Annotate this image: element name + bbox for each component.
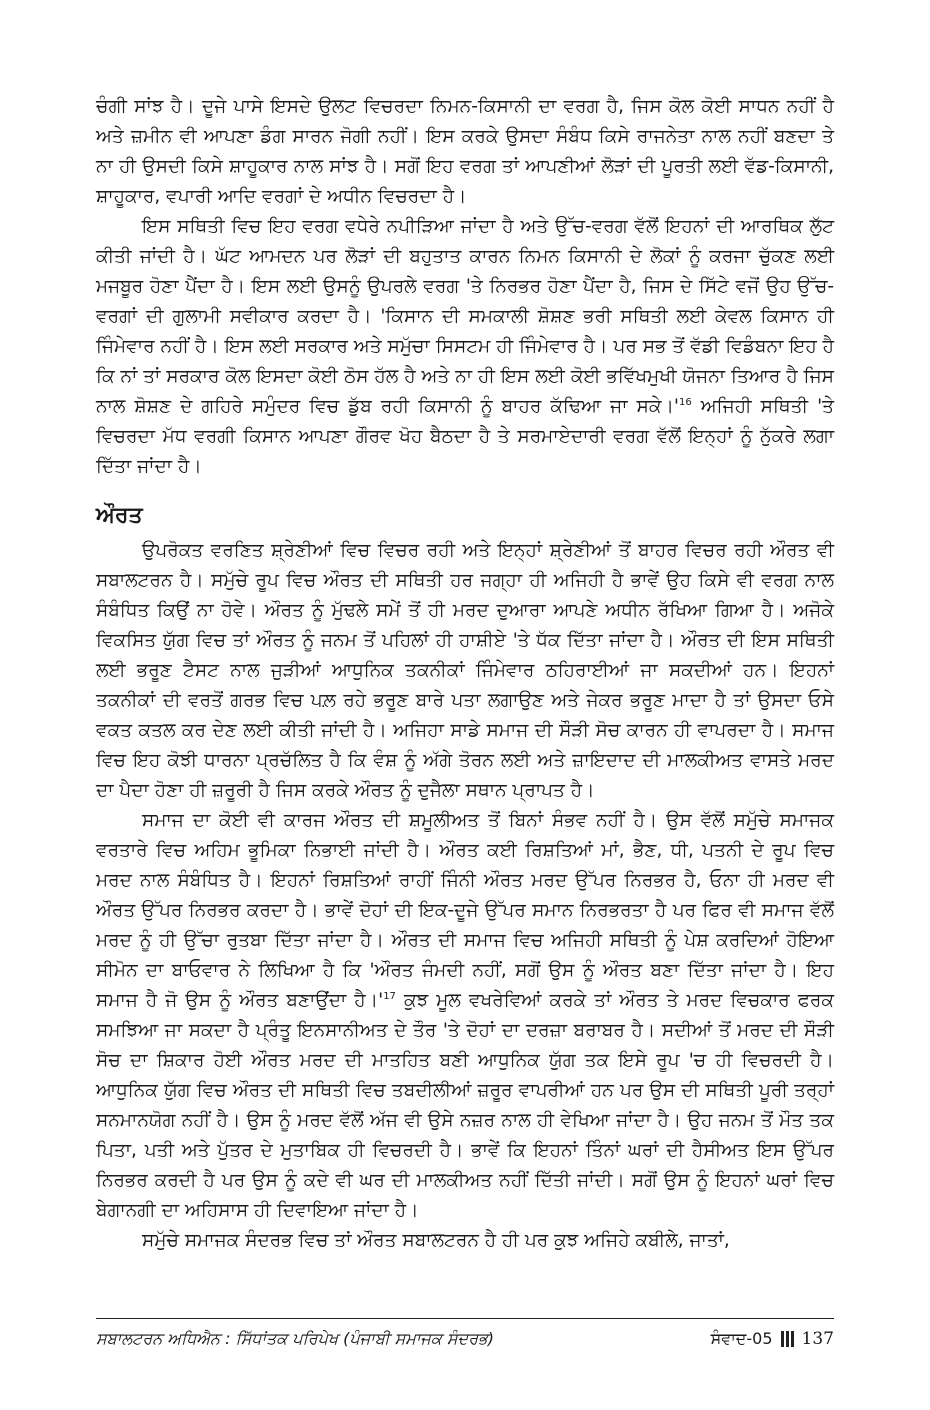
footer-divider bbox=[96, 1318, 834, 1319]
footnote-marker[interactable]: 17 bbox=[383, 990, 396, 1002]
page-number: 137 bbox=[801, 1329, 834, 1349]
paragraph: ਚੰਗੀ ਸਾਂਝ ਹੈ। ਦੂਜੇ ਪਾਸੇ ਇਸਦੇ ਉਲਟ ਵਿਚਰਦਾ ਨਿਮਨ-ਕਿਸਾਨੀ ਦਾ ਵਰਗ ਹੈ, ਜਿਸ ਕੋਲ ਕੋਈ ਸਾਧਨ ਨਹੀਂ ਹੈ ਅਤੇ ਜ਼ਮੀਨ ਵੀ ਆਪਣਾ ਡੰਗ ਸਾਰਨ ਜੋਗੀ ਨਹੀਂ। ਇਸ ਕਰਕੇ ਉਸਦਾ ਸੰਬੰਧ ਕਿਸੇ ਰਾਜਨੇਤਾ ਨਾਲ ਨਹੀਂ ਬਣਦਾ ਤੇ ਨਾ ਹੀ ਉਸਦੀ ਕਿਸੇ ਸ਼ਾਹੂਕਾਰ ਨਾਲ ਸਾਂਝ ਹੈ। ਸਗੋਂ ਇਹ ਵਰਗ ਤਾਂ ਆਪਣੀਆਂ ਲੋੜਾਂ ਦੀ ਪੂਰਤੀ ਲਈ ਵੱਡ-ਕਿਸਾਨੀ, ਸ਼ਾਹੂਕਾਰ, ਵਪਾਰੀ ਆਦਿ ਵਰਗਾਂ ਦੇ ਅਧੀਨ ਵਿਚਰਦਾ ਹੈ। bbox=[96, 96, 834, 207]
footnote-marker[interactable]: 16 bbox=[679, 396, 692, 408]
page-footer bbox=[96, 1324, 834, 1354]
paragraph-text: ਸਮਾਜ ਦਾ ਕੋਈ ਵੀ ਕਾਰਜ ਔਰਤ ਦੀ ਸ਼ਮੂਲੀਅਤ ਤੋਂ ਬਿਨਾਂ ਸੰਭਵ ਨਹੀਂ ਹੈ। ਉਸ ਵੱਲੋਂ ਸਮੁੱਚੇ ਸਮਾਜਕ ਵਰਤਾਰੇ ਵਿਚ ਅਹਿਮ ਭੂਮਿਕਾ ਨਿਭਾਈ ਜਾਂਦੀ ਹੈ। ਔਰਤ ਕਈ ਰਿਸ਼ਤਿਆਂ ਮਾਂ, ਭੈਣ, ਧੀ, ਪਤਨੀ ਦੇ ਰੂਪ ਵਿਚ ਮਰਦ ਨਾਲ ਸੰਬੰਧਿਤ ਹੈ। ਇਹਨਾਂ ਰਿਸ਼ਤਿਆਂ ਰਾਹੀਂ ਜਿੰਨੀ ਔਰਤ ਮਰਦ ਉੱਪਰ ਨਿਰਭਰ ਹੈ, ਓਨਾ ਹੀ ਮਰਦ ਵੀ ਔਰਤ ਉੱਪਰ ਨਿਰਭਰ ਕਰਦਾ ਹੈ। ਭਾਵੇਂ ਦੋਹਾਂ ਦੀ ਇਕ-ਦੂਜੇ ਉੱਪਰ ਸਮਾਨ ਨਿਰਭਰਤਾ ਹੈ ਪਰ ਫਿਰ ਵੀ ਸਮਾਜ ਵੱਲੋਂ ਮਰਦ ਨੂੰ ਹੀ ਉੱਚਾ ਰੁਤਬਾ ਦਿੱਤਾ ਜਾਂਦਾ ਹੈ। ਔਰਤ ਦੀ ਸਮਾਜ ਵਿਚ ਅਜਿਹੀ ਸਥਿਤੀ ਨੂੰ ਪੇਸ਼ ਕਰਦਿਆਂ ਹੋਇਆ ਸੀਮੋਨ ਦਾ ਬਾਓਵਾਰ ਨੇ ਲਿਖਿਆ ਹੈ ਕਿ 'ਔਰਤ ਜੰਮਦੀ ਨਹੀਂ, ਸਗੋਂ ਉਸ ਨੂੰ ਔਰਤ ਬਣਾ ਦਿੱਤਾ ਜਾਂਦਾ ਹੈ। ਇਹ ਸਮਾਜ ਹੈ ਜੋ ਉਸ ਨੂੰ ਔਰਤ ਬਣਾਉਂਦਾ ਹੈ।' bbox=[96, 810, 834, 1011]
footer-right bbox=[711, 1324, 834, 1354]
paragraph: ਉਪਰੋਕਤ ਵਰਣਿਤ ਸ਼੍ਰੇਣੀਆਂ ਵਿਚ ਵਿਚਰ ਰਹੀ ਅਤੇ ਇਨ੍ਹਾਂ ਸ਼੍ਰੇਣੀਆਂ ਤੋਂ ਬਾਹਰ ਵਿਚਰ ਰਹੀ ਔਰਤ ਵੀ ਸਬਾਲਟਰਨ ਹੈ। ਸਮੁੱਚੇ ਰੂਪ ਵਿਚ ਔਰਤ ਦੀ ਸਥਿਤੀ ਹਰ ਜਗ੍ਹਾ ਹੀ ਅਜਿਹੀ ਹੈ ਭਾਵੇਂ ਉਹ ਕਿਸੇ ਵੀ ਵਰਗ ਨਾਲ ਸੰਬੰਧਿਤ ਕਿਉਂ ਨਾ ਹੋਵੇ। ਔਰਤ ਨੂੰ ਮੁੱਢਲੇ ਸਮੇਂ ਤੋਂ ਹੀ ਮਰਦ ਦੁਆਰਾ ਆਪਣੇ ਅਧੀਨ ਰੱਖਿਆ ਗਿਆ ਹੈ। ਅਜੋਕੇ ਵਿਕਸਿਤ ਯੁੱਗ ਵਿਚ ਤਾਂ ਔਰਤ ਨੂੰ ਜਨਮ ਤੋਂ ਪਹਿਲਾਂ ਹੀ ਹਾਸ਼ੀਏ 'ਤੇ ਧੱਕ ਦਿੱਤਾ ਜਾਂਦਾ ਹੈ। ਔਰਤ ਦੀ ਇਸ ਸਥਿਤੀ ਲਈ ਭਰੂਣ ਟੈਸਟ ਨਾਲ ਜੁੜੀਆਂ ਆਧੁਨਿਕ ਤਕਨੀਕਾਂ ਜਿੰਮੇਵਾਰ ਠਹਿਰਾਈਆਂ ਜਾ ਸਕਦੀਆਂ ਹਨ। ਇਹਨਾਂ ਤਕਨੀਕਾਂ ਦੀ ਵਰਤੋਂ ਗਰਭ ਵਿਚ ਪਲ਼ ਰਹੇ ਭਰੂਣ ਬਾਰੇ ਪਤਾ ਲਗਾਉਣ ਅਤੇ ਜੇਕਰ ਭਰੂਣ ਮਾਦਾ ਹੈ ਤਾਂ ਉਸਦਾ ਓਸੇ ਵਕਤ ਕਤਲ ਕਰ ਦੇਣ ਲਈ ਕੀਤੀ ਜਾਂਦੀ ਹੈ। ਅਜਿਹਾ ਸਾਡੇ ਸਮਾਜ ਦੀ ਸੌੜੀ ਸੋਚ ਕਾਰਨ ਹੀ ਵਾਪਰਦਾ ਹੈ। ਸਮਾਜ ਵਿਚ ਇਹ ਕੋਝੀ ਧਾਰਨਾ ਪ੍ਰਚੱਲਿਤ ਹੈ ਕਿ ਵੰਸ਼ ਨੂੰ ਅੱਗੇ ਤੋਰਨ ਲਈ ਅਤੇ ਜ਼ਾਇਦਾਦ ਦੀ ਮਾਲਕੀਅਤ ਵਾਸਤੇ ਮਰਦ ਦਾ ਪੈਦਾ ਹੋਣਾ ਹੀ ਜ਼ਰੂਰੀ ਹੈ ਜਿਸ ਕਰਕੇ ਔਰਤ ਨੂੰ ਦੁਜੈਲਾ ਸਥਾਨ ਪ੍ਰਾਪਤ ਹੈ। bbox=[96, 540, 834, 801]
issue-label: ਸੰਵਾਦ-05 bbox=[710, 1329, 773, 1348]
paragraph: ਸਮੁੱਚੇ ਸਮਾਜਕ ਸੰਦਰਭ ਵਿਚ ਤਾਂ ਔਰਤ ਸਬਾਲਟਰਨ ਹੈ ਹੀ ਪਰ ਕੁਝ ਅਜਿਹੇ ਕਬੀਲੇ, ਜਾਤਾਂ, bbox=[142, 1230, 730, 1251]
section-heading: ਔਰਤ bbox=[96, 503, 143, 528]
paragraph bbox=[96, 212, 834, 482]
body-text bbox=[96, 92, 834, 1256]
paragraph bbox=[96, 806, 834, 1226]
bars-icon bbox=[781, 1331, 794, 1347]
paragraph-text: ਕੁਝ ਮੂਲ ਵਖਰੇਵਿਆਂ ਕਰਕੇ ਤਾਂ ਔਰਤ ਤੇ ਮਰਦ ਵਿਚਕਾਰ ਫਰਕ ਸਮਝਿਆ ਜਾ ਸਕਦਾ ਹੈ ਪ੍ਰੰਤੂ ਇਨਸਾਨੀਅਤ ਦੇ ਤੌਰ 'ਤੇ ਦੋਹਾਂ ਦਾ ਦਰਜ਼ਾ ਬਰਾਬਰ ਹੈ। ਸਦੀਆਂ ਤੋਂ ਮਰਦ ਦੀ ਸੌੜੀ ਸੋਚ ਦਾ ਸ਼ਿਕਾਰ ਹੋਈ ਔਰਤ ਮਰਦ ਦੀ ਮਾਤਹਿਤ ਬਣੀ ਆਧੁਨਿਕ ਯੁੱਗ ਤਕ ਇਸੇ ਰੂਪ 'ਚ ਹੀ ਵਿਚਰਦੀ ਹੈ। ਆਧੁਨਿਕ ਯੁੱਗ ਵਿਚ ਔਰਤ ਦੀ ਸਥਿਤੀ ਵਿਚ ਤਬਦੀਲੀਆਂ ਜ਼ਰੂਰ ਵਾਪਰੀਆਂ ਹਨ ਪਰ ਉਸ ਦੀ ਸਥਿਤੀ ਪੂਰੀ ਤਰ੍ਹਾਂ ਸਨਮਾਨਯੋਗ ਨਹੀਂ ਹੈ। ਉਸ ਨੂੰ ਮਰਦ ਵੱਲੋਂ ਅੱਜ ਵੀ ਉਸੇ ਨਜ਼ਰ ਨਾਲ ਹੀ ਵੇਖਿਆ ਜਾਂਦਾ ਹੈ। ਉਹ ਜਨਮ ਤੋਂ ਮੌਤ ਤਕ ਪਿਤਾ, ਪਤੀ ਅਤੇ ਪੁੱਤਰ ਦੇ ਮੁਤਾਬਿਕ ਹੀ ਵਿਚਰਦੀ ਹੈ। ਭਾਵੇਂ ਕਿ ਇਹਨਾਂ ਤਿੰਨਾਂ ਘਰਾਂ ਦੀ ਹੈਸੀਅਤ ਇਸ ਉੱਪਰ ਨਿਰਭਰ ਕਰਦੀ ਹੈ ਪਰ ਉਸ ਨੂੰ ਕਦੇ ਵੀ ਘਰ ਦੀ ਮਾਲਕੀਅਤ ਨਹੀਂ ਦਿੱਤੀ ਜਾਂਦੀ। ਸਗੋਂ ਉਸ ਨੂੰ ਇਹਨਾਂ ਘਰਾਂ ਵਿਚ ਬੇਗਾਨਗੀ ਦਾ ਅਹਿਸਾਸ ਹੀ ਦਿਵਾਇਆ ਜਾਂਦਾ ਹੈ। bbox=[96, 990, 834, 1221]
paragraph-text: ਅਜਿਹੀ ਸਥਿਤੀ 'ਤੇ ਵਿਚਰਦਾ ਮੱਧ ਵਰਗੀ ਕਿਸਾਨ ਆਪਣਾ ਗੌਰਵ ਖੋਹ ਬੈਠਦਾ ਹੈ ਤੇ ਸਰਮਾਏਦਾਰੀ ਵਰਗ ਵੱਲੋਂ ਇਨ੍ਹਾਂ ਨੂੰ ਨੁੱਕਰੇ ਲਗਾ ਦਿੱਤਾ ਜਾਂਦਾ ਹੈ। bbox=[96, 396, 834, 477]
running-title: ਸਬਾਲਟਰਨ ਅਧਿਐਨ : ਸਿੱਧਾਂਤਕ ਪਰਿਪੇਖ (ਪੰਜਾਬੀ ਸਮਾਜਕ ਸੰਦਰਭ) bbox=[96, 1329, 495, 1348]
paragraph-text: ਇਸ ਸਥਿਤੀ ਵਿਚ ਇਹ ਵਰਗ ਵਧੇਰੇ ਨਪੀੜਿਆ ਜਾਂਦਾ ਹੈ ਅਤੇ ਉੱਚ-ਵਰਗ ਵੱਲੋਂ ਇਹਨਾਂ ਦੀ ਆਰਥਿਕ ਲੁੱਟ ਕੀਤੀ ਜਾਂਦੀ ਹੈ। ਘੱਟ ਆਮਦਨ ਪਰ ਲੋੜਾਂ ਦੀ ਬਹੁਤਾਤ ਕਾਰਨ ਨਿਮਨ ਕਿਸਾਨੀ ਦੇ ਲੋਕਾਂ ਨੂੰ ਕਰਜਾ ਚੁੱਕਣ ਲਈ ਮਜਬੂਰ ਹੋਣਾ ਪੈਂਦਾ ਹੈ। ਇਸ ਲਈ ਉਸਨੂੰ ਉਪਰਲੇ ਵਰਗ 'ਤੇ ਨਿਰਭਰ ਹੋਣਾ ਪੈਂਦਾ ਹੈ, ਜਿਸ ਦੇ ਸਿੱਟੇ ਵਜੋਂ ਉਹ ਉੱਚ-ਵਰਗਾਂ ਦੀ ਗੁਲਾਮੀ ਸਵੀਕਾਰ ਕਰਦਾ ਹੈ। 'ਕਿਸਾਨ ਦੀ ਸਮਕਾਲੀ ਸ਼ੋਸ਼ਣ ਭਰੀ ਸਥਿਤੀ ਲਈ ਕੇਵਲ ਕਿਸਾਨ ਹੀ ਜਿੰਮੇਵਾਰ ਨਹੀਂ ਹੈ। ਇਸ ਲਈ ਸਰਕਾਰ ਅਤੇ ਸਮੁੱਚਾ ਸਿਸਟਮ ਹੀ ਜਿੰਮੇਵਾਰ ਹੈ। ਪਰ ਸਭ ਤੋਂ ਵੱਡੀ ਵਿਡੰਬਨਾ ਇਹ ਹੈ ਕਿ ਨਾਂ ਤਾਂ ਸਰਕਾਰ ਕੋਲ ਇਸਦਾ ਕੋਈ ਠੋਸ ਹੱਲ ਹੈ ਅਤੇ ਨਾ ਹੀ ਇਸ ਲਈ ਕੋਈ ਭਵਿੱਖਮੁਖੀ ਯੋਜਨਾ ਤਿਆਰ ਹੈ ਜਿਸ ਨਾਲ ਸ਼ੋਸ਼ਣ ਦੇ ਗਹਿਰੇ ਸਮੁੰਦਰ ਵਿਚ ਡੁੱਬ ਰਹੀ ਕਿਸਾਨੀ ਨੂੰ ਬਾਹਰ ਕੱਢਿਆ ਜਾ ਸਕੇ।' bbox=[96, 216, 834, 417]
